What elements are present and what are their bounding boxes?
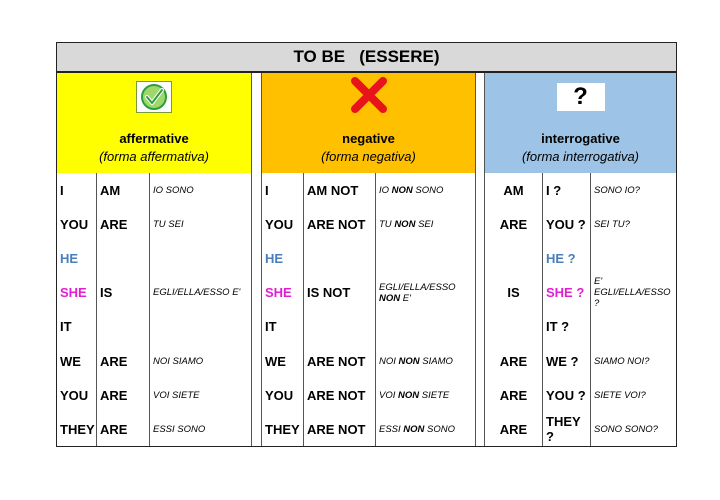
verb: IS	[485, 241, 543, 344]
verb: IS NOT	[304, 241, 376, 344]
translation: SONO IO?	[594, 184, 640, 196]
verb: ARE NOT	[304, 344, 376, 378]
negative-column	[262, 73, 475, 446]
pronoun: THEY ?	[543, 412, 591, 446]
table-row	[262, 378, 475, 413]
pronoun: YOU ?	[543, 378, 591, 412]
cross-icon	[349, 76, 389, 119]
translation: IO SONO	[153, 184, 194, 196]
pronoun-he: HE ?	[546, 251, 576, 266]
pronoun-she: SHE	[265, 285, 292, 300]
verb: AM	[97, 173, 150, 207]
affirmative-subtitle: (forma affermativa)	[99, 148, 209, 164]
pronoun: WE ?	[543, 344, 591, 378]
verb: ARE NOT	[304, 378, 376, 412]
verb: ARE	[485, 412, 543, 446]
pronoun: YOU ?	[543, 207, 591, 241]
table-row	[262, 241, 475, 345]
negative-subtitle: (forma negativa)	[321, 148, 416, 164]
pronoun: THEY	[57, 412, 97, 446]
translation: SIAMO NOI?	[594, 355, 650, 367]
table-row	[57, 241, 251, 345]
pronoun: WE	[57, 344, 97, 378]
pronoun: YOU	[57, 207, 97, 241]
translation: SEI TU?	[594, 218, 630, 230]
translation: E' EGLI/ELLA/ESSO ?	[594, 276, 671, 309]
translation: VOI NON SIETE	[379, 389, 450, 401]
verb: IS	[97, 241, 150, 344]
table-row	[57, 173, 251, 208]
negative-header	[262, 121, 475, 174]
verb: ARE	[97, 207, 150, 241]
table-row	[485, 241, 676, 345]
pronoun: I ?	[543, 173, 591, 207]
table-row	[262, 412, 475, 446]
translation: EGLI/ELLA/ESSO E'	[153, 287, 241, 298]
translation: ESSI SONO	[153, 423, 206, 435]
translation: ESSI NON SONO	[379, 423, 456, 435]
table-row	[262, 173, 475, 208]
table-row	[57, 207, 251, 242]
verb: ARE NOT	[304, 412, 376, 446]
affirmative-title: affermative	[119, 130, 189, 146]
pronoun: YOU	[262, 207, 304, 241]
verb: ARE	[485, 378, 543, 412]
column-separator	[251, 73, 262, 446]
pronoun: WE	[262, 344, 304, 378]
verb: ARE	[485, 344, 543, 378]
translation: NOI NON SIAMO	[379, 355, 453, 367]
verb: AM NOT	[304, 173, 376, 207]
translation: SONO SONO?	[594, 423, 658, 435]
verb: AM	[485, 173, 543, 207]
table-row	[57, 344, 251, 379]
pronoun-group	[543, 241, 591, 344]
verb: ARE	[97, 378, 150, 412]
interrogative-subtitle: (forma interrogativa)	[521, 148, 640, 164]
affirmative-icon-row	[57, 73, 251, 122]
table-row	[485, 412, 676, 446]
pronoun: I	[57, 173, 97, 207]
translation: VOI SIETE	[153, 389, 200, 401]
translation: IO NON SONO	[379, 184, 444, 196]
interrogative-title: interrogative	[541, 130, 620, 146]
translation: TU SEI	[153, 218, 184, 230]
negative-icon-row	[262, 73, 475, 122]
translation: NOI SIAMO	[153, 355, 204, 367]
pronoun: I	[262, 173, 304, 207]
pronoun-group	[57, 241, 97, 344]
page-title: TO BE (ESSERE)	[57, 43, 676, 73]
pronoun-group	[262, 241, 304, 344]
pronoun-she: SHE ?	[546, 285, 585, 300]
verb: ARE	[97, 412, 150, 446]
verb: ARE	[485, 207, 543, 241]
pronoun-it: IT	[265, 319, 277, 334]
table-row	[485, 173, 676, 208]
table-row	[485, 378, 676, 413]
table-row	[262, 207, 475, 242]
negative-title: negative	[342, 130, 395, 146]
pronoun: THEY	[262, 412, 304, 446]
verb: ARE NOT	[304, 207, 376, 241]
table-row	[57, 412, 251, 446]
table-row	[57, 378, 251, 413]
question-icon: ?	[557, 83, 605, 111]
interrogative-column	[485, 73, 676, 446]
table-row	[485, 344, 676, 379]
affirmative-column	[57, 73, 251, 446]
pronoun-he: HE	[60, 251, 79, 266]
pronoun: YOU	[262, 378, 304, 412]
pronoun: YOU	[57, 378, 97, 412]
column-separator	[475, 73, 485, 446]
table-row	[262, 344, 475, 379]
pronoun-it: IT	[60, 319, 72, 334]
table-row	[485, 207, 676, 242]
affirmative-header	[57, 121, 251, 174]
interrogative-icon-row	[485, 73, 676, 122]
verb: ARE	[97, 344, 150, 378]
pronoun-she: SHE	[60, 285, 87, 300]
check-icon	[136, 81, 172, 113]
interrogative-header	[485, 121, 676, 174]
translation: SIETE VOI?	[594, 389, 646, 401]
pronoun-it: IT ?	[546, 319, 570, 334]
pronoun-he: HE	[265, 251, 284, 266]
translation: EGLI/ELLA/ESSO NON E'	[379, 281, 456, 304]
translation: TU NON SEI	[379, 218, 434, 230]
